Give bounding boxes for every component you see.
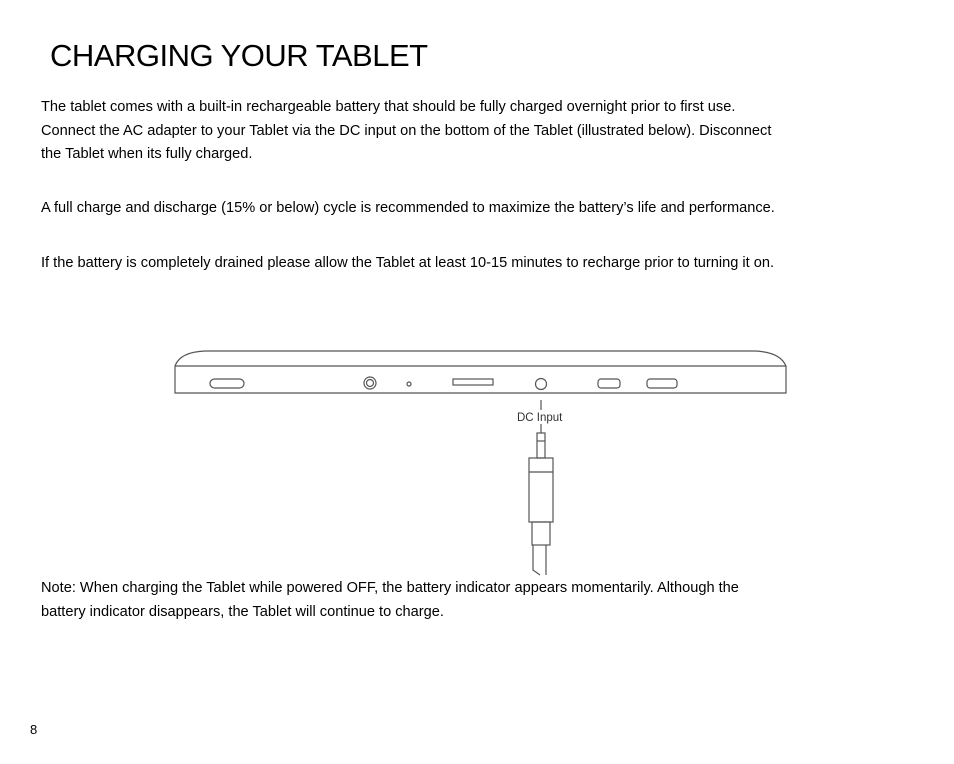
page-number: 8 (30, 722, 38, 737)
card-slot-icon (453, 379, 493, 385)
text-line: The tablet comes with a built-in rechargeable battery that should be fully charged overnight prior to first use. (41, 99, 736, 115)
dc-input-label: DC Input (517, 412, 563, 424)
text-line: If the battery is completely drained please allow the Tablet at least 10-15 minutes to recharge prior to turning it on. (41, 255, 775, 271)
hdmi-port-icon (647, 379, 677, 388)
page-title: CHARGING YOUR TABLET (50, 38, 428, 73)
dc-input-port-icon (536, 379, 547, 390)
text-line: the Tablet when its fully charged. (41, 146, 253, 162)
dc-plug-icon (529, 433, 553, 575)
power-button-icon (210, 379, 244, 388)
tablet-outline (175, 351, 786, 393)
micro-usb-port-icon (598, 379, 620, 388)
mic-hole-icon (407, 382, 411, 386)
text-line: Connect the AC adapter to your Tablet via the DC input on the bottom of the Tablet (illustrated below). Disconnect (41, 122, 772, 139)
text-line: battery indicator disappears, the Tablet will continue to charge. (41, 603, 444, 620)
text-line: Note: When charging the Tablet while powered OFF, the battery indicator appears momentarily. Although the (41, 580, 739, 596)
text-line: A full charge and discharge (15% or below) cycle is recommended to maximize the battery’s life and performance. (41, 200, 775, 216)
note-paragraph (41, 577, 739, 624)
headphone-jack-icon (364, 377, 376, 389)
